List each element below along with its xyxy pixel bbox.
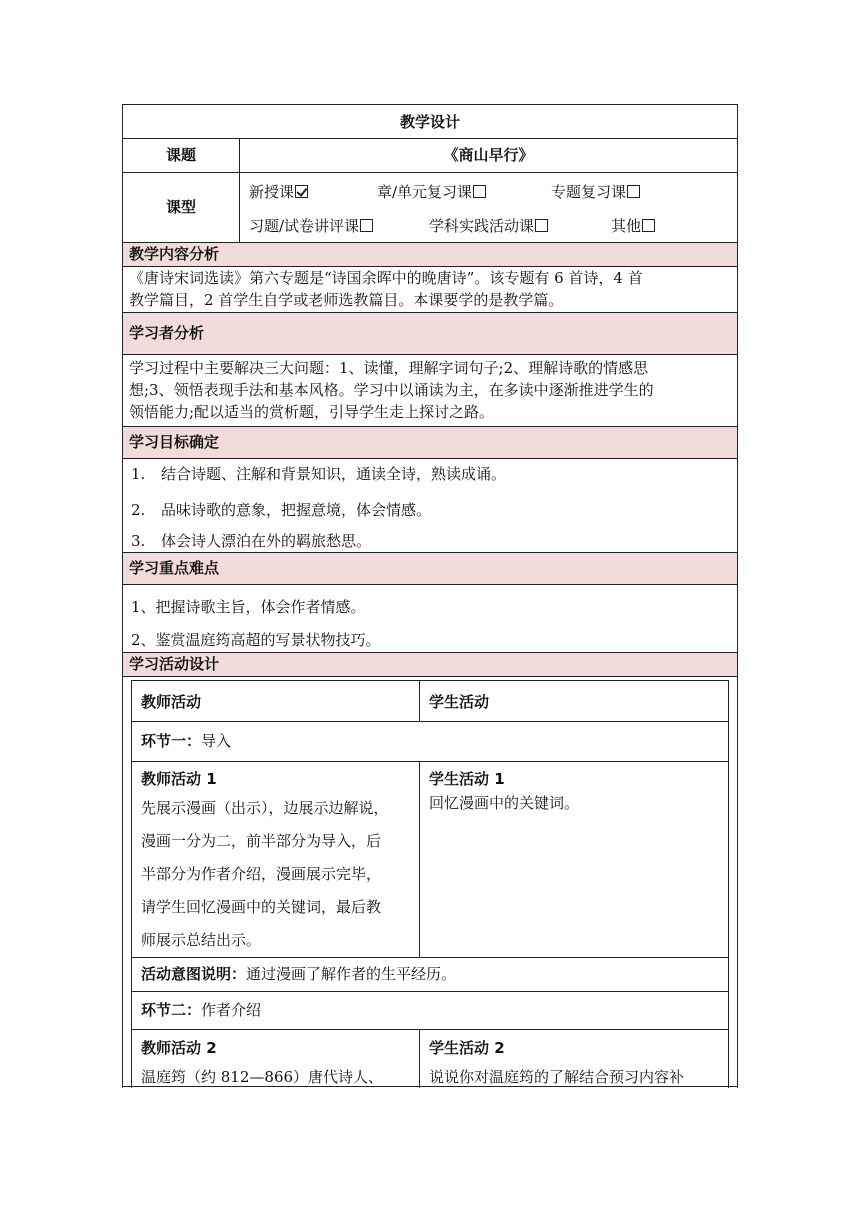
key-points-heading-row: [122, 552, 738, 584]
checkbox-icon[interactable]: [360, 219, 373, 232]
objective-number: 1.: [131, 465, 146, 483]
objective-text: 体会诗人漂泊在外的羁旅愁思。: [161, 532, 372, 550]
stage-one-row: [131, 722, 729, 762]
teacher-activity-line: 先展示漫画（出示），边展示边解说，: [141, 799, 389, 817]
option-practice-activity[interactable]: [429, 212, 548, 240]
activity-intent-row: [131, 958, 729, 992]
objective-item: [131, 530, 371, 551]
objectives-heading-row: [122, 426, 738, 458]
objectives-body: [122, 458, 738, 552]
teacher-activity-two-title: 教师活动 2: [141, 1039, 217, 1057]
student-activity-line: 回忆漫画中的关键词。: [429, 794, 580, 812]
student-activity-one: [429, 766, 719, 814]
learner-analysis-line: 学习过程中主要解决三大问题：1、读懂，理解字词句子;2、理解诗歌的情感思: [129, 359, 649, 377]
activity-column-header: [131, 680, 729, 722]
topic-label: 课题: [165, 146, 196, 164]
objective-item: [131, 499, 431, 520]
teacher-activity-two: [141, 1036, 411, 1088]
student-column-header: 学生活动: [429, 693, 490, 711]
activity-intent-label: 活动意图说明：: [141, 965, 247, 983]
key-points-heading: 学习重点难点: [129, 559, 220, 577]
teacher-activity-line: 漫画一分为二，前半部分为导入，后: [141, 832, 382, 850]
stage-two-label: 环节二：: [141, 1001, 202, 1019]
content-analysis-line: 《唐诗宋词选读》第六专题是“诗国余晖中的晚唐诗”。该专题有 6 首诗，4 首: [129, 269, 643, 287]
table-title: 教学设计: [399, 113, 460, 131]
option-label: 专题复习课: [551, 183, 627, 201]
learner-analysis-line: 领悟能力;配以适当的赏析题，引导学生走上探讨之路。: [129, 403, 495, 421]
checkbox-icon[interactable]: [642, 219, 655, 232]
objective-text: 品味诗歌的意象，把握意境，体会情感。: [161, 501, 432, 519]
content-analysis-heading: 教学内容分析: [129, 245, 220, 263]
option-other[interactable]: [611, 212, 655, 240]
content-analysis-body: [122, 266, 738, 312]
stage-one-title: 导入: [201, 732, 232, 750]
student-activity-line: 说说你对温庭筠的了解结合预习内容补: [429, 1068, 685, 1086]
content-analysis-line: 教学篇目，2 首学生自学或老师选教篇目。本课要学的是教学篇。: [129, 291, 564, 309]
option-new-lesson[interactable]: [249, 178, 308, 206]
objective-number: 2.: [131, 501, 146, 519]
learner-analysis-heading-row: [122, 312, 738, 354]
option-label: 学科实践活动课: [429, 217, 535, 235]
teacher-activity-line: 温庭筠（约 812—866）唐代诗人、: [141, 1068, 384, 1086]
content-analysis-heading-row: [122, 242, 738, 266]
student-activity-one-title: 学生活动 1: [429, 770, 505, 788]
learner-analysis-heading: 学习者分析: [129, 324, 205, 342]
activity-two-row: [131, 1030, 729, 1088]
objective-number: 3.: [131, 532, 146, 550]
page-bottom-border: [122, 1086, 738, 1087]
teacher-activity-one: [141, 766, 411, 957]
activity-intent-text: 通过漫画了解作者的生平经历。: [246, 965, 457, 983]
key-points-body: [122, 584, 738, 652]
activities-heading-row: [122, 652, 738, 676]
topic-row: [122, 138, 738, 172]
lesson-plan-table: [122, 104, 738, 1088]
key-point-item: 2、鉴赏温庭筠高超的写景状物技巧。: [131, 631, 381, 649]
option-label: 习题/试卷讲评课: [249, 217, 360, 235]
table-title-row: [122, 104, 738, 138]
activities-body: [122, 676, 738, 1088]
checkbox-icon[interactable]: [535, 219, 548, 232]
checkbox-icon[interactable]: [473, 185, 486, 198]
objectives-heading: 学习目标确定: [129, 433, 220, 451]
activity-intent: [141, 960, 456, 988]
teacher-activity-one-title: 教师活动 1: [141, 770, 217, 788]
activities-heading: 学习活动设计: [129, 655, 220, 673]
teacher-activity-line: 师展示总结出示。: [141, 931, 262, 949]
stage-one: [141, 727, 231, 755]
stage-two-row: [131, 992, 729, 1030]
lesson-type-label: 课型: [165, 198, 196, 216]
student-activity-two-title: 学生活动 2: [429, 1039, 505, 1057]
option-label: 新授课: [249, 183, 295, 201]
option-topic-review[interactable]: [551, 178, 640, 206]
option-label: 其他: [611, 217, 642, 235]
learner-analysis-line: 想;3、领悟表现手法和基本风格。学习中以诵读为主，在多读中逐渐推进学生的: [129, 381, 654, 399]
stage-two-title: 作者介绍: [201, 1001, 262, 1019]
stage-one-label: 环节一：: [141, 732, 202, 750]
key-point-item: 1、把握诗歌主旨，体会作者情感。: [131, 598, 366, 616]
student-activity-two: [429, 1036, 719, 1088]
teacher-column-header: 教师活动: [141, 693, 202, 711]
option-unit-review[interactable]: [377, 178, 486, 206]
topic-value: 《商山早行》: [443, 146, 534, 164]
lesson-type-row: [122, 172, 738, 242]
checked-box-icon[interactable]: [295, 185, 308, 198]
option-exercise-review[interactable]: [249, 212, 373, 240]
checkbox-icon[interactable]: [627, 185, 640, 198]
activity-one-row: [131, 762, 729, 958]
teacher-activity-line: 请学生回忆漫画中的关键词，最后教: [141, 898, 382, 916]
objective-text: 结合诗题、注解和背景知识，通读全诗，熟读成诵。: [161, 465, 507, 483]
learner-analysis-body: [122, 354, 738, 426]
option-label: 章/单元复习课: [377, 183, 473, 201]
teacher-activity-line: 半部分为作者介绍，漫画展示完毕，: [141, 865, 382, 883]
stage-two: [141, 996, 261, 1024]
objective-item: [131, 463, 506, 484]
